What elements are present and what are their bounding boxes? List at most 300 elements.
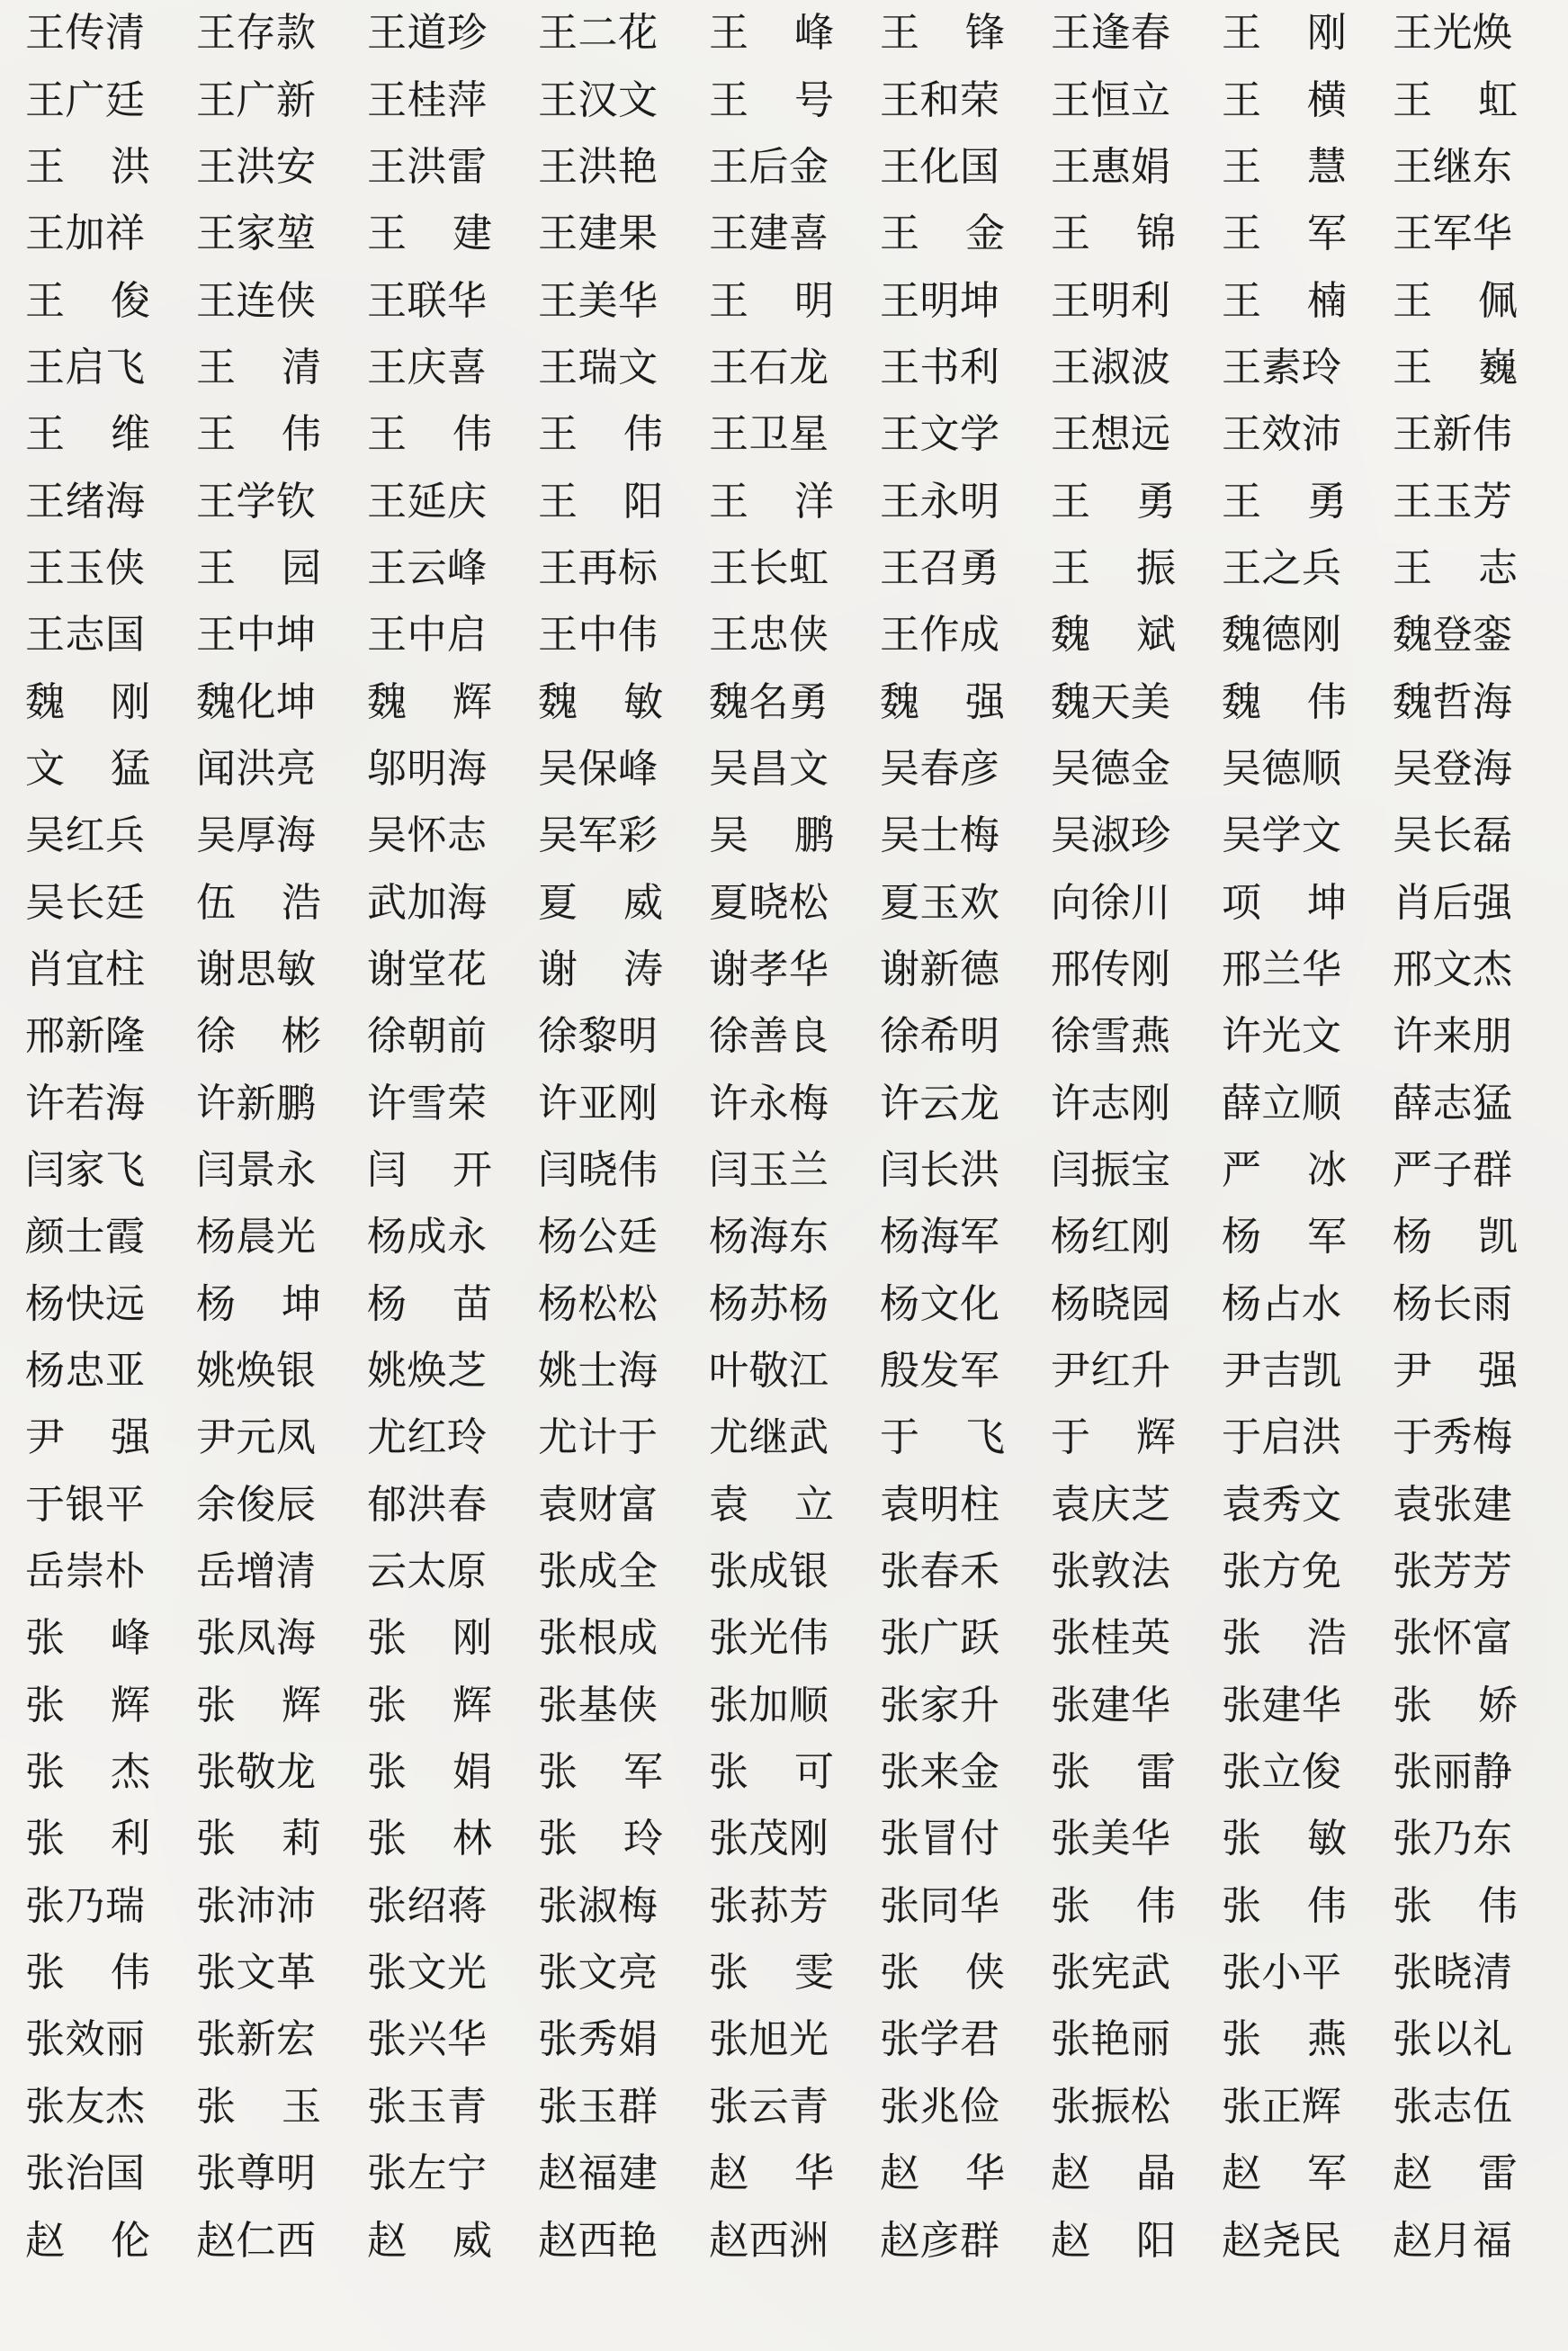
name-entry: 尹红升 [1051,1348,1171,1395]
name-entry: 王文学 [880,411,1000,458]
name-entry: 张云青 [709,2083,829,2130]
name-entry: 张 辉 [196,1682,322,1728]
name-entry: 张文光 [367,1950,488,1997]
name-entry: 张春禾 [880,1548,1000,1595]
name-entry: 武加海 [367,879,488,926]
name-entry: 许永梅 [709,1080,829,1126]
name-entry: 杨快远 [25,1280,146,1327]
name-entry: 王建果 [538,211,659,257]
name-entry: 张文亮 [538,1950,659,1997]
name-entry: 王桂萍 [367,76,488,123]
name-entry: 赵彦群 [880,2217,1000,2264]
name-entry: 夏玉欢 [880,879,1000,926]
name-entry: 殷发军 [880,1348,1000,1395]
name-entry: 许云龙 [880,1080,1000,1126]
name-entry: 王二花 [538,10,659,57]
name-entry: 张基侠 [538,1682,659,1728]
name-entry: 张玉群 [538,2083,659,2130]
name-entry: 岳增清 [196,1548,317,1595]
name-entry: 吴红兵 [25,812,146,859]
name-entry: 王 刚 [1222,10,1348,57]
name-entry: 王存款 [196,10,317,57]
name-entry: 王 俊 [25,277,151,324]
name-entry: 尤计于 [538,1414,659,1461]
name-entry: 魏 刚 [25,678,151,725]
name-entry: 王恒立 [1051,76,1171,123]
name-entry: 张美华 [1051,1816,1171,1862]
name-entry: 王后金 [709,143,829,190]
name-entry: 张 燕 [1222,2016,1348,2063]
name-entry: 许来朋 [1393,1013,1513,1060]
name-entry: 张建华 [1051,1682,1171,1728]
name-entry: 王 洪 [25,143,151,190]
name-entry: 王 虹 [1393,76,1519,123]
name-entry: 张桂英 [1051,1615,1171,1662]
name-entry: 魏 斌 [1051,612,1177,659]
name-entry: 张文革 [196,1950,317,1997]
name-entry: 张志伍 [1393,2083,1513,2130]
name-entry: 闫 开 [367,1147,493,1194]
name-entry: 徐善良 [709,1013,829,1060]
name-entry: 张正辉 [1222,2083,1342,2130]
name-entry: 张秀娟 [538,2016,659,2063]
name-entry: 王中伟 [538,612,659,659]
name-entry: 袁 立 [709,1481,835,1528]
name-entry: 徐雪燕 [1051,1013,1171,1060]
name-entry: 张治国 [25,2150,146,2197]
name-entry: 谢 涛 [538,946,664,992]
name-entry: 杨文化 [880,1280,1000,1327]
name-entry: 张兴华 [367,2016,488,2063]
name-entry: 张 娇 [1393,1682,1519,1728]
name-entry: 赵 华 [709,2150,835,2197]
name-entry: 闫晓伟 [538,1147,659,1194]
name-entry: 王美华 [538,277,659,324]
name-entry: 王逢春 [1051,10,1171,57]
name-entry: 张 玉 [196,2083,322,2130]
name-entry: 张立俊 [1222,1749,1342,1796]
name-entry: 张凤海 [196,1615,317,1662]
name-entry: 张 浩 [1222,1615,1348,1662]
name-entry: 王中坤 [196,612,317,659]
name-entry: 王化国 [880,143,1000,190]
name-entry: 谢孝华 [709,946,829,992]
name-entry: 王忠侠 [709,612,829,659]
name-entry: 张怀富 [1393,1615,1513,1662]
name-entry: 余俊辰 [196,1481,317,1528]
name-entry: 王 志 [1393,544,1519,591]
name-entry: 叶敬江 [709,1348,829,1395]
name-entry: 张成全 [538,1548,659,1595]
name-entry: 张 辉 [367,1682,493,1728]
name-entry: 王学钦 [196,478,317,525]
name-entry: 张兆俭 [880,2083,1000,2130]
name-entry: 谢堂花 [367,946,488,992]
name-entry: 王洪安 [196,143,317,190]
name-entry: 张敦法 [1051,1548,1171,1595]
name-entry: 魏德刚 [1222,612,1342,659]
name-entry: 严 冰 [1222,1147,1348,1194]
name-entry: 王启飞 [25,344,146,390]
name-entry: 赵 雷 [1393,2150,1519,2197]
name-entry: 尹元凤 [196,1414,317,1461]
name-entry: 王 伟 [367,411,493,458]
name-entry: 张广跃 [880,1615,1000,1662]
name-entry: 王 勇 [1051,478,1177,525]
name-entry: 张玉青 [367,2083,488,2130]
name-entry: 杨红刚 [1051,1214,1171,1261]
name-entry: 张 伟 [1051,1882,1177,1929]
name-entry: 王 锋 [880,10,1006,57]
name-entry: 张成银 [709,1548,829,1595]
name-entry: 薛志猛 [1393,1080,1513,1126]
name-entry: 岳崇朴 [25,1548,146,1595]
name-entry: 袁财富 [538,1481,659,1528]
name-entry: 王 锦 [1051,211,1177,257]
name-entry: 张 伟 [25,1950,151,1997]
name-entry: 张 杰 [25,1749,151,1796]
name-entry: 张芳芳 [1393,1548,1513,1595]
name-entry: 吴厚海 [196,812,317,859]
name-entry: 王 伟 [196,411,322,458]
name-entry: 文 猛 [25,745,151,792]
name-entry: 魏 强 [880,678,1006,725]
name-entry: 王 巍 [1393,344,1519,390]
name-entry: 王 振 [1051,544,1177,591]
name-entry: 尤继武 [709,1414,829,1461]
name-entry: 张 辉 [25,1682,151,1728]
name-entry: 闻洪亮 [196,745,317,792]
name-entry: 王家堃 [196,211,317,257]
name-entry: 张 莉 [196,1816,322,1862]
name-entry: 王 清 [196,344,322,390]
name-entry: 杨松松 [538,1280,659,1327]
name-entry: 王瑞文 [538,344,659,390]
name-entry: 王 伟 [538,411,664,458]
name-entry: 王 横 [1222,76,1348,123]
name-entry: 赵西艳 [538,2217,659,2264]
name-entry: 王明坤 [880,277,1000,324]
name-entry: 王 军 [1222,211,1348,257]
name-entry: 许雪荣 [367,1080,488,1126]
name-entry: 吴登海 [1393,745,1513,792]
name-entry: 张丽静 [1393,1749,1513,1796]
name-entry: 王云峰 [367,544,488,591]
name-entry: 徐希明 [880,1013,1000,1060]
name-entry: 杨海东 [709,1214,829,1261]
name-entry: 王绪海 [25,478,146,525]
name-entry: 王传清 [25,10,146,57]
name-entry: 赵 伦 [25,2217,151,2264]
name-entry: 邢文杰 [1393,946,1513,992]
name-entry: 徐黎明 [538,1013,659,1060]
name-entry: 王想远 [1051,411,1171,458]
name-entry: 夏 威 [538,879,664,926]
name-entry: 严子群 [1393,1147,1513,1194]
name-entry: 魏化坤 [196,678,317,725]
name-entry: 许亚刚 [538,1080,659,1126]
name-entry: 张乃瑞 [25,1882,146,1929]
name-entry: 张荪芳 [709,1882,829,1929]
name-entry: 于 辉 [1051,1414,1177,1461]
name-entry: 王连侠 [196,277,317,324]
name-entry: 袁张建 [1393,1481,1513,1528]
name-entry: 张 雯 [709,1950,835,1997]
name-entry: 王洪艳 [538,143,659,190]
name-entry: 杨晨光 [196,1214,317,1261]
name-entry: 王联华 [367,277,488,324]
name-entry: 王 建 [367,211,493,257]
name-entry: 姚焕芝 [367,1348,488,1395]
name-entry: 王 明 [709,277,835,324]
name-entry: 吴春彦 [880,745,1000,792]
name-entry: 吴士梅 [880,812,1000,859]
name-entry: 谢新德 [880,946,1000,992]
name-entry: 杨 苗 [367,1280,493,1327]
name-entry: 王 洋 [709,478,835,525]
name-entry: 张根成 [538,1615,659,1662]
name-entry: 张 娟 [367,1749,493,1796]
name-entry: 张家升 [880,1682,1000,1728]
name-entry: 王和荣 [880,76,1000,123]
name-entry: 王广廷 [25,76,146,123]
name-entry: 张 可 [709,1749,835,1796]
name-entry: 尤红玲 [367,1414,488,1461]
name-entry: 杨忠亚 [25,1348,146,1395]
name-entry: 张 军 [538,1749,664,1796]
name-entry: 张尊明 [196,2150,317,2197]
name-entry: 张晓清 [1393,1950,1513,1997]
name-entry: 赵 威 [367,2217,493,2264]
name-entry: 闫玉兰 [709,1147,829,1194]
name-entry: 张小平 [1222,1950,1342,1997]
name-entry: 吴保峰 [538,745,659,792]
name-entry: 杨长雨 [1393,1280,1513,1327]
name-entry: 张振松 [1051,2083,1171,2130]
name-entry: 赵西洲 [709,2217,829,2264]
name-entry: 吴长磊 [1393,812,1513,859]
name-entry: 王效沛 [1222,411,1342,458]
name-entry: 王加祥 [25,211,146,257]
name-entry: 夏晓松 [709,879,829,926]
name-entry: 赵 晶 [1051,2150,1177,2197]
name-entry: 吴军彩 [538,812,659,859]
name-entry: 张茂刚 [709,1816,829,1862]
name-entry: 于 飞 [880,1414,1006,1461]
name-entry: 张 伟 [1393,1882,1519,1929]
name-entry: 张效丽 [25,2016,146,2063]
name-entry: 王作成 [880,612,1000,659]
name-entry: 王 勇 [1222,478,1348,525]
name-entry: 云太原 [367,1548,488,1595]
name-entry: 张沛沛 [196,1882,317,1929]
name-entry: 王 阳 [538,478,664,525]
name-entry: 张加顺 [709,1682,829,1728]
name-entry: 伍 浩 [196,879,322,926]
name-entry: 张友杰 [25,2083,146,2130]
name-entry: 王明利 [1051,277,1171,324]
name-entry: 王 金 [880,211,1006,257]
name-entry: 姚士海 [538,1348,659,1395]
name-entry: 张绍蒋 [367,1882,488,1929]
name-entry: 颜士霞 [25,1214,146,1261]
name-entry: 赵 阳 [1051,2217,1177,2264]
name-entry: 魏 敏 [538,678,664,725]
name-entry: 闫振宝 [1051,1147,1171,1194]
name-entry: 许光文 [1222,1013,1342,1060]
name-entry: 王永明 [880,478,1000,525]
name-entry: 张来金 [880,1749,1000,1796]
name-entry: 杨占水 [1222,1280,1342,1327]
name-entry: 王淑波 [1051,344,1171,390]
name-entry: 张敬龙 [196,1749,317,1796]
name-entry: 张以礼 [1393,2016,1513,2063]
name-entry: 吴 鹏 [709,812,835,859]
name-entry: 张 敏 [1222,1816,1348,1862]
name-entry: 王卫星 [709,411,829,458]
name-list-grid [25,0,1555,2275]
name-entry: 尹吉凯 [1222,1348,1342,1395]
name-entry: 肖后强 [1393,879,1513,926]
name-entry: 于银平 [25,1481,146,1528]
name-entry: 赵 华 [880,2150,1006,2197]
name-entry: 王石龙 [709,344,829,390]
name-entry: 闫景永 [196,1147,317,1194]
name-entry: 张建华 [1222,1682,1342,1728]
name-entry: 王 维 [25,411,151,458]
name-entry: 张 玲 [538,1816,664,1862]
name-entry: 吴学文 [1222,812,1342,859]
name-entry: 徐 彬 [196,1013,322,1060]
name-entry: 袁庆芝 [1051,1481,1171,1528]
name-entry: 杨 军 [1222,1214,1348,1261]
name-entry: 邬明海 [367,745,488,792]
name-entry: 王洪雷 [367,143,488,190]
name-entry: 王新伟 [1393,411,1513,458]
name-entry: 王志国 [25,612,146,659]
name-entry: 张 峰 [25,1615,151,1662]
name-entry: 王再标 [538,544,659,591]
name-entry: 张 刚 [367,1615,493,1662]
name-entry: 张 侠 [880,1950,1006,1997]
name-entry: 王中启 [367,612,488,659]
name-entry: 项 坤 [1222,879,1348,926]
name-entry: 魏 辉 [367,678,493,725]
name-entry: 谢思敏 [196,946,317,992]
name-entry: 吴怀志 [367,812,488,859]
name-entry: 闫长洪 [880,1147,1000,1194]
name-entry: 赵尧民 [1222,2217,1342,2264]
name-entry: 张方免 [1222,1548,1342,1595]
name-entry: 王道珍 [367,10,488,57]
name-entry: 赵月福 [1393,2217,1513,2264]
name-entry: 袁明柱 [880,1481,1000,1528]
name-entry: 张 雷 [1051,1749,1177,1796]
name-entry: 王 园 [196,544,322,591]
name-entry: 王 佩 [1393,277,1519,324]
name-entry: 尹 强 [25,1414,151,1461]
name-entry: 王庆喜 [367,344,488,390]
name-entry: 张艳丽 [1051,2016,1171,2063]
name-entry: 邢兰华 [1222,946,1342,992]
name-entry: 吴昌文 [709,745,829,792]
name-entry: 吴德金 [1051,745,1171,792]
name-entry: 魏登銮 [1393,612,1513,659]
name-entry: 许新鹏 [196,1080,317,1126]
name-entry: 王 峰 [709,10,835,57]
name-entry: 杨海军 [880,1214,1000,1261]
name-entry: 于启洪 [1222,1414,1342,1461]
name-entry: 张乃东 [1393,1816,1513,1862]
name-entry: 吴德顺 [1222,745,1342,792]
name-entry: 王书利 [880,344,1000,390]
name-entry: 张新宏 [196,2016,317,2063]
name-entry: 王 楠 [1222,277,1348,324]
name-entry: 尹 强 [1393,1348,1519,1395]
name-entry: 杨成永 [367,1214,488,1261]
name-entry: 王军华 [1393,211,1513,257]
name-entry: 张淑梅 [538,1882,659,1929]
name-entry: 于秀梅 [1393,1414,1513,1461]
name-entry: 王惠娟 [1051,143,1171,190]
name-entry: 赵仁西 [196,2217,317,2264]
name-entry: 闫家飞 [25,1147,146,1194]
name-entry: 郁洪春 [367,1481,488,1528]
name-entry: 王延庆 [367,478,488,525]
name-entry: 张 利 [25,1816,151,1862]
name-entry: 王 号 [709,76,835,123]
name-entry: 吴长廷 [25,879,146,926]
name-entry: 薛立顺 [1222,1080,1342,1126]
name-entry: 邢新隆 [25,1013,146,1060]
name-entry: 徐朝前 [367,1013,488,1060]
name-entry: 吴淑珍 [1051,812,1171,859]
name-entry: 许若海 [25,1080,146,1126]
name-entry: 杨公廷 [538,1214,659,1261]
name-entry: 张旭光 [709,2016,829,2063]
name-entry: 王光焕 [1393,10,1513,57]
name-entry: 张学君 [880,2016,1000,2063]
name-entry: 杨 凯 [1393,1214,1519,1261]
name-entry: 张 伟 [1222,1882,1348,1929]
name-entry: 袁秀文 [1222,1481,1342,1528]
name-entry: 赵 军 [1222,2150,1348,2197]
name-entry: 杨晓园 [1051,1280,1171,1327]
name-entry: 张同华 [880,1882,1000,1929]
name-entry: 王 慧 [1222,143,1348,190]
name-entry: 王玉侠 [25,544,146,591]
name-entry: 王建喜 [709,211,829,257]
name-entry: 张左宁 [367,2150,488,2197]
name-entry: 张宪武 [1051,1950,1171,1997]
name-entry: 王召勇 [880,544,1000,591]
name-entry: 姚焕银 [196,1348,317,1395]
name-entry: 王汉文 [538,76,659,123]
name-entry: 王继东 [1393,143,1513,190]
name-entry: 王长虹 [709,544,829,591]
name-entry: 杨苏杨 [709,1280,829,1327]
name-entry: 王之兵 [1222,544,1342,591]
name-entry: 张冒付 [880,1816,1000,1862]
name-entry: 邢传刚 [1051,946,1171,992]
name-entry: 魏哲海 [1393,678,1513,725]
name-entry: 魏天美 [1051,678,1171,725]
name-entry: 王玉芳 [1393,478,1513,525]
name-entry: 张 林 [367,1816,493,1862]
name-entry: 肖宜柱 [25,946,146,992]
name-entry: 王广新 [196,76,317,123]
name-entry: 王素玲 [1222,344,1342,390]
